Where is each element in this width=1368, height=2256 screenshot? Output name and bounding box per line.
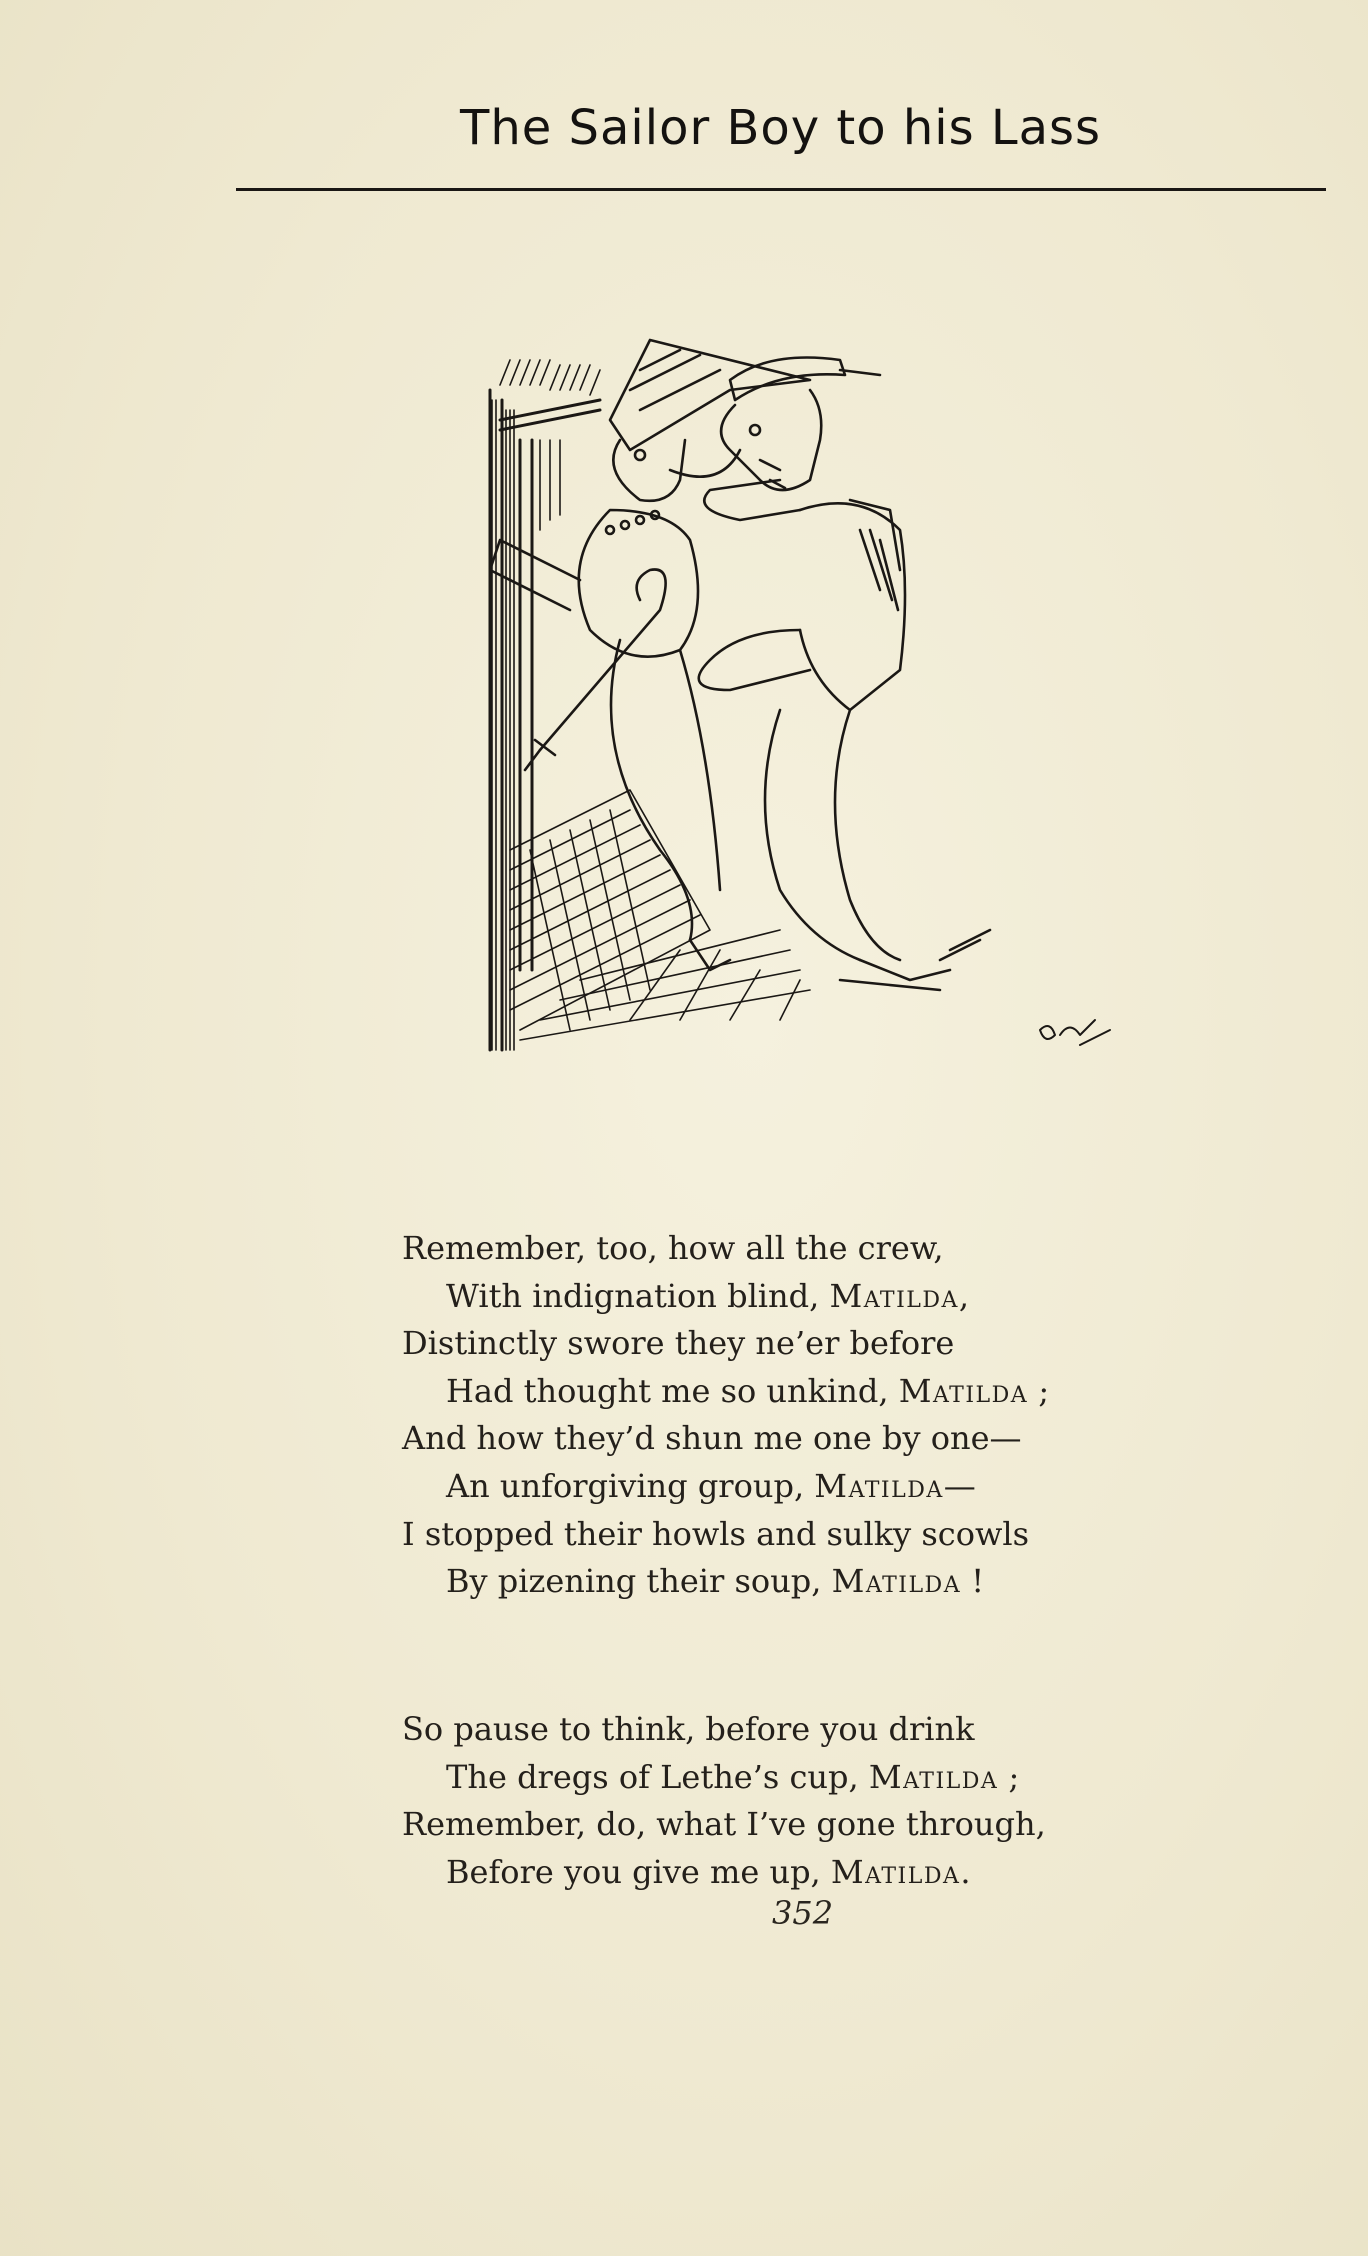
addressee-name: Matilda (868, 1757, 999, 1796)
verse-line: By pizening their soup, Matilda ! (446, 1562, 985, 1601)
verse-line: Remember, too, how all the crew, (402, 1229, 944, 1267)
wall-hatching (492, 360, 600, 1050)
illustration-sailor-and-officer (480, 330, 1120, 1070)
verse-line: Had thought me so unkind, Matilda ; (446, 1371, 1050, 1410)
sailor-figure (699, 358, 990, 991)
verse-line: Before you give me up, Matilda. (446, 1852, 971, 1891)
page-number: 352 (772, 1894, 834, 1932)
verse-line: The dregs of Lethe’s cup, Matilda ; (446, 1757, 1020, 1796)
addressee-name: Matilda (898, 1371, 1029, 1410)
running-title: The Sailor Boy to his Lass (460, 100, 1102, 156)
verse-line: Remember, do, what I’ve gone through, (402, 1805, 1046, 1844)
header-rule (236, 188, 1326, 191)
verse-line: So pause to think, before you drink (402, 1710, 975, 1748)
stanza (402, 1706, 1162, 1896)
verse-line: With indignation blind, Matilda, (446, 1276, 970, 1315)
addressee-name: Matilda (814, 1466, 944, 1505)
addressee-name: Matilda (829, 1276, 959, 1315)
floor-hatching (510, 790, 810, 1040)
verse-line: Distinctly swore they ne’er before (402, 1324, 955, 1363)
artist-monogram-icon (1040, 1020, 1110, 1045)
addressee-name: Matilda (831, 1562, 962, 1601)
verse-line: And how they’d shun me one by one— (402, 1419, 1022, 1458)
addressee-name: Matilda (830, 1852, 961, 1891)
verse-line: An unforgiving group, Matilda— (446, 1466, 976, 1505)
stanza (402, 1225, 1162, 1606)
verse-line: I stopped their howls and sulky scowls (402, 1514, 1030, 1553)
